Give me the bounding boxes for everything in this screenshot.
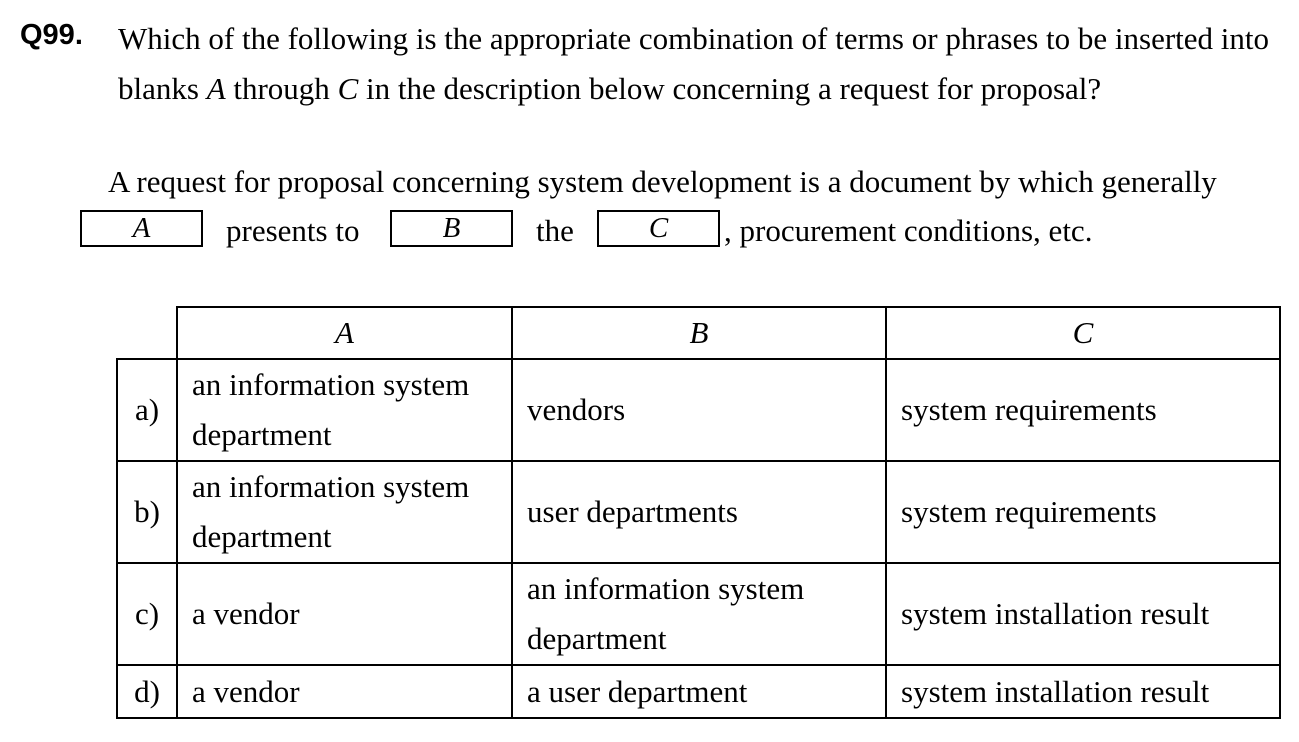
cell-c: system requirements — [886, 359, 1280, 461]
cell-a: an information system department — [177, 359, 512, 461]
table-corner — [117, 307, 177, 359]
question-text-part1: Which of the following is the appropriate combination of terms or phrases to be inserted into blanks — [118, 21, 1270, 106]
question-blank-a-ref: A — [206, 71, 226, 106]
header-b: B — [512, 307, 886, 359]
question-number: Q99. — [20, 19, 83, 51]
description-tail: , procurement conditions, etc. — [724, 213, 1093, 248]
cell-c: system requirements — [886, 461, 1280, 563]
cell-c: system installation result — [886, 563, 1280, 665]
answer-table — [116, 306, 1281, 719]
cell-c: system installation result — [886, 665, 1280, 718]
table-row — [117, 665, 1280, 718]
option-label: c) — [117, 563, 177, 665]
table-row — [117, 563, 1280, 665]
question-text-part3: in the description below concerning a request for proposal? — [358, 71, 1102, 106]
cell-b: vendors — [512, 359, 886, 461]
question-text — [118, 14, 1288, 114]
description-the: the — [536, 213, 574, 248]
table-row — [117, 461, 1280, 563]
header-a: A — [177, 307, 512, 359]
header-c: C — [886, 307, 1280, 359]
table-row — [117, 359, 1280, 461]
cell-a: an information system department — [177, 461, 512, 563]
option-label: a) — [117, 359, 177, 461]
option-label: d) — [117, 665, 177, 718]
blank-a-box: A — [80, 210, 203, 247]
blank-c-box: C — [597, 210, 720, 247]
cell-a: a vendor — [177, 563, 512, 665]
cell-a: a vendor — [177, 665, 512, 718]
option-label: b) — [117, 461, 177, 563]
cell-b: a user department — [512, 665, 886, 718]
table-header-row — [117, 307, 1280, 359]
question-text-part2: through — [225, 71, 338, 106]
question-blank-c-ref: C — [337, 71, 359, 106]
blank-b-box: B — [390, 210, 513, 247]
cell-b: user departments — [512, 461, 886, 563]
description-presents-to: presents to — [226, 213, 360, 248]
description-line1: A request for proposal concerning system development is a document by which generally — [108, 164, 1217, 199]
cell-b: an information system department — [512, 563, 886, 665]
